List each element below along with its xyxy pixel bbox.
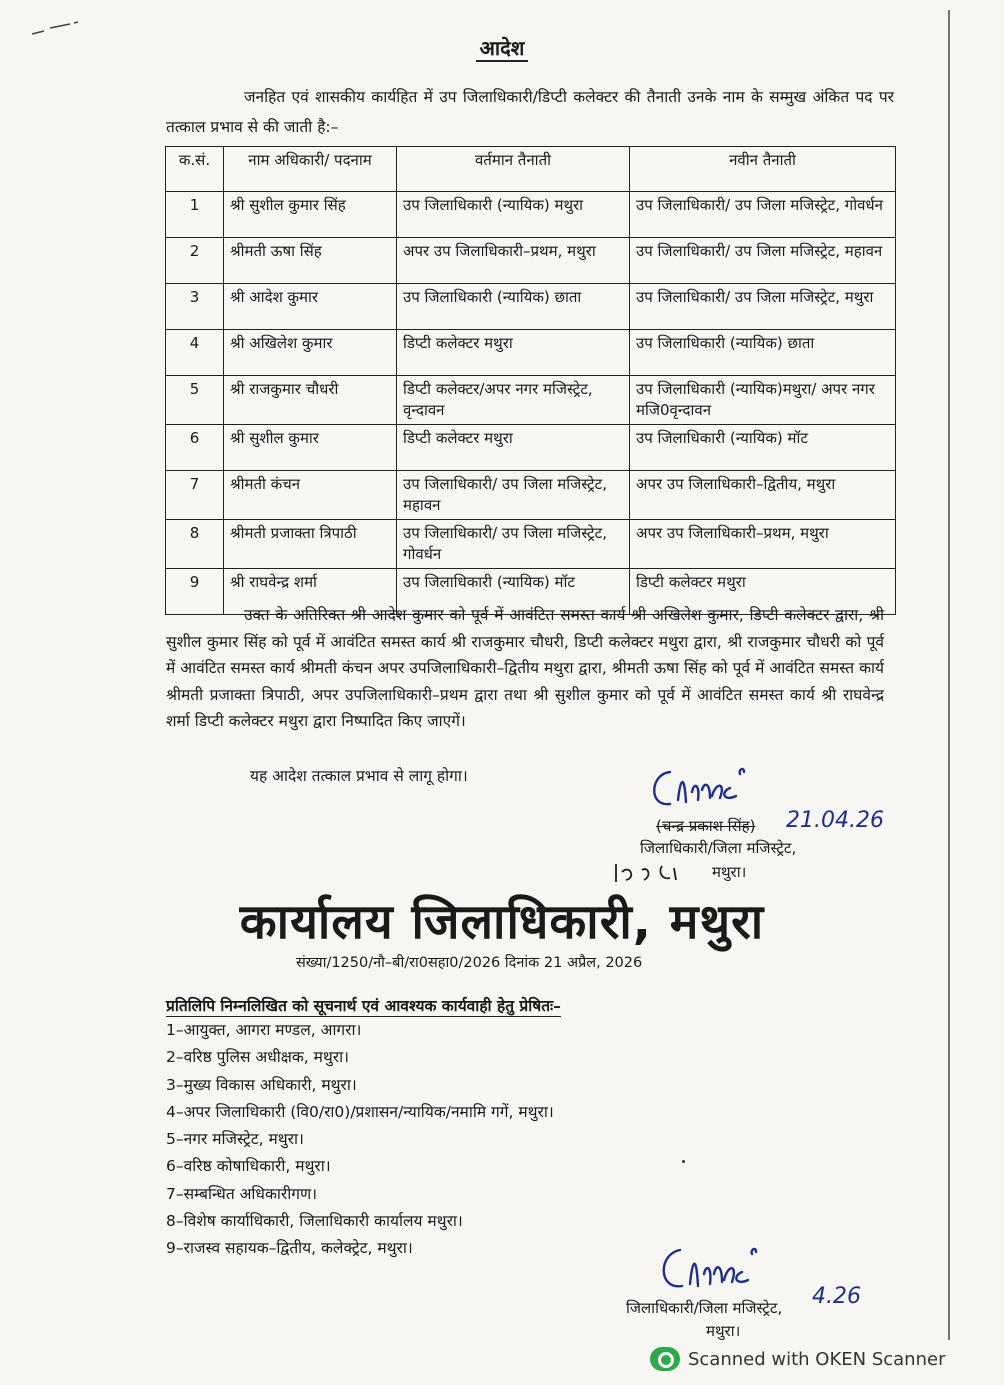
list-item: 9–राजस्व सहायक–द्वितीय, कलेक्ट्रेट, मथुरा।: [166, 1239, 413, 1258]
cell-current: उप जिलाधिकारी (न्यायिक) छाता: [397, 284, 630, 330]
cell-name: श्री सुशील कुमार: [224, 425, 397, 471]
table-row: [166, 376, 896, 425]
cell-current: उप जिलाधिकारी/ उप जिला मजिस्ट्रेट, गोवर्धन: [397, 520, 630, 569]
scanner-logo-icon: [650, 1347, 680, 1371]
effect-statement: यह आदेश तत्काल प्रभाव से लागू होगा।: [250, 767, 468, 785]
initials-mark: [612, 858, 702, 886]
list-item: 3–मुख्य विकास अधिकारी, मथुरा।: [166, 1075, 357, 1094]
cell-serial: 7: [166, 471, 224, 520]
signatory-place: मथुरा।: [712, 863, 747, 881]
signatory-name: (चन्द्र प्रकाश सिंह): [656, 817, 756, 835]
cell-name: श्रीमती कंचन: [224, 471, 397, 520]
cell-current: उप जिलाधिकारी/ उप जिला मजिस्ट्रेट, महावन: [397, 471, 630, 520]
cell-new: उप जिलाधिकारी/ उप जिला मजिस्ट्रेट, महावन: [630, 238, 896, 284]
header-name: नाम अधिकारी/ पदनाम: [224, 147, 397, 192]
cell-current: उप जिलाधिकारी (न्यायिक) मथुरा: [397, 192, 630, 238]
ink-dot: [682, 1160, 685, 1163]
table-row: [166, 425, 896, 471]
signature-date: 21.04.26: [786, 808, 884, 833]
cell-name: श्रीमती ऊषा सिंह: [224, 238, 397, 284]
copy-list: [166, 1017, 554, 1263]
cell-new: उप जिलाधिकारी/ उप जिला मजिस्ट्रेट, गोवर्धन: [630, 192, 896, 238]
list-item: 1–आयुक्त, आगरा मण्डल, आगरा।: [166, 1021, 362, 1039]
cell-current: अपर उप जिलाधिकारी–प्रथम, मथुरा: [397, 238, 630, 284]
cell-serial: 8: [166, 520, 224, 569]
office-heading: कार्यालय जिलाधिकारी, मथुरा: [239, 894, 765, 950]
cell-new: अपर उप जिलाधिकारी–प्रथम, मथुरा: [630, 520, 896, 569]
order-title: आदेश: [0, 34, 1004, 61]
table-header-row: [166, 147, 896, 192]
reallocation-paragraph: उक्त के अतिरिक्त श्री आदेश कुमार को पूर्व में आवंटित समस्त कार्य श्री अखिलेश कुमार, डिप्टी कलेक्टर द्वारा, श्री सुशील कुमार सिंह को पूर्व में आवंटित समस्त कार्य श्री राजकुमार चौधरी, डिप्टी कलेक्टर मथुरा द्वारा, श्री राजकुमार चौधरी को पूर्व में आवंटित समस्त कार्य श्रीमती कंचन अपर उपजिलाधिकारी–द्वितीय मथुरा द्वारा, श्रीमती ऊषा सिंह को पूर्व में आवंटित समस्त कार्य श्रीमती प्रजाक्ता त्रिपाठी, अपर उपजिलाधिकारी–प्रथम द्वारा तथा श्री सुशील कुमार को पूर्व में आवंटित समस्त कार्य श्री राघवेन्द्र शर्मा डिप्टी कलेक्टर मथुरा द्वारा निष्पादित किए जाएगें।: [166, 606, 884, 730]
posting-table: [165, 146, 896, 615]
cell-serial: 3: [166, 284, 224, 330]
table-row: [166, 284, 896, 330]
cell-serial: 5: [166, 376, 224, 425]
cell-new: उप जिलाधिकारी (न्यायिक) छाता: [630, 330, 896, 376]
scanner-text: Scanned with OKEN Scanner: [688, 1348, 946, 1370]
cell-new: उप जिलाधिकारी (न्यायिक) मॉट: [630, 425, 896, 471]
cell-new: उप जिलाधिकारी (न्यायिक)मथुरा/ अपर नगर मजि0वृन्दावन: [630, 376, 896, 425]
signatory-place-2: मथुरा।: [706, 1322, 741, 1340]
cell-name: श्री अखिलेश कुमार: [224, 330, 397, 376]
cell-name: श्री आदेश कुमार: [224, 284, 397, 330]
list-item: 2–वरिष्ठ पुलिस अधीक्षक, मथुरा।: [166, 1048, 350, 1067]
cell-serial: 2: [166, 238, 224, 284]
list-item: 5–नगर मजिस्ट्रेट, मथुरा।: [166, 1130, 304, 1149]
table-row: [166, 238, 896, 284]
table-row: [166, 192, 896, 238]
list-item: 7–सम्बन्धित अधिकारीगण।: [166, 1184, 318, 1203]
cell-name: श्रीमती प्रजाक्ता त्रिपाठी: [224, 520, 397, 569]
signature-date-2: 4.26: [812, 1284, 861, 1309]
table-row: [166, 471, 896, 520]
signature-image-2: [650, 1234, 830, 1304]
table-row: [166, 520, 896, 569]
list-item: 4–अपर जिलाधिकारी (वि0/रा0)/प्रशासन/न्यायिक/नमामि गगें, मथुरा।: [166, 1102, 554, 1121]
page-edge-line: [948, 10, 950, 1340]
cell-name: श्री राघवेन्द्र शर्मा: [224, 569, 397, 615]
intro-text: जनहित एवं शासकीय कार्यहित में उप जिलाधिकारी/डिप्टी कलेक्टर की तैनाती उनके नाम के सम्मुख अंकित पद पर तत्काल प्रभाव से की जाती है:–: [166, 88, 894, 136]
table-row: [166, 330, 896, 376]
cell-serial: 4: [166, 330, 224, 376]
reference-number: संख्या/1250/नौ–बी/रा0सहा0/2026 दिनांक 21 अप्रैल, 2026: [296, 955, 643, 971]
cell-current: उप जिलाधिकारी (न्यायिक) मॉट: [397, 569, 630, 615]
cell-name: श्री राजकुमार चौधरी: [224, 376, 397, 425]
header-serial: क.सं.: [166, 147, 224, 192]
cell-serial: 1: [166, 192, 224, 238]
cell-current: डिप्टी कलेक्टर मथुरा: [397, 425, 630, 471]
cell-name: श्री सुशील कुमार सिंह: [224, 192, 397, 238]
header-new: नवीन तैनाती: [630, 147, 896, 192]
copy-heading: प्रतिलिपि निम्नलिखित को सूचनार्थ एवं आवश्यक कार्यवाही हेतु प्रेषितः–: [166, 994, 561, 1017]
list-item: 6–वरिष्ठ कोषाधिकारी, मथुरा।: [166, 1157, 331, 1176]
cell-new: डिप्टी कलेक्टर मथुरा: [630, 569, 896, 615]
cell-serial: 6: [166, 425, 224, 471]
signatory-designation: जिलाधिकारी/जिला मजिस्ट्रेट,: [640, 839, 797, 857]
scanner-watermark: [650, 1347, 945, 1371]
header-current: वर्तमान तैनाती: [397, 147, 630, 192]
cell-new: अपर उप जिलाधिकारी–द्वितीय, मथुरा: [630, 471, 896, 520]
cell-current: डिप्टी कलेक्टर/अपर नगर मजिस्ट्रेट, वृन्दावन: [397, 376, 630, 425]
cell-new: उप जिलाधिकारी/ उप जिला मजिस्ट्रेट, मथुरा: [630, 284, 896, 330]
list-item: 8–विशेष कार्याधिकारी, जिलाधिकारी कार्यालय मथुरा।: [166, 1212, 463, 1231]
cell-current: डिप्टी कलेक्टर मथुरा: [397, 330, 630, 376]
signatory-designation-2: जिलाधिकारी/जिला मजिस्ट्रेट,: [626, 1299, 783, 1317]
cell-serial: 9: [166, 569, 224, 615]
